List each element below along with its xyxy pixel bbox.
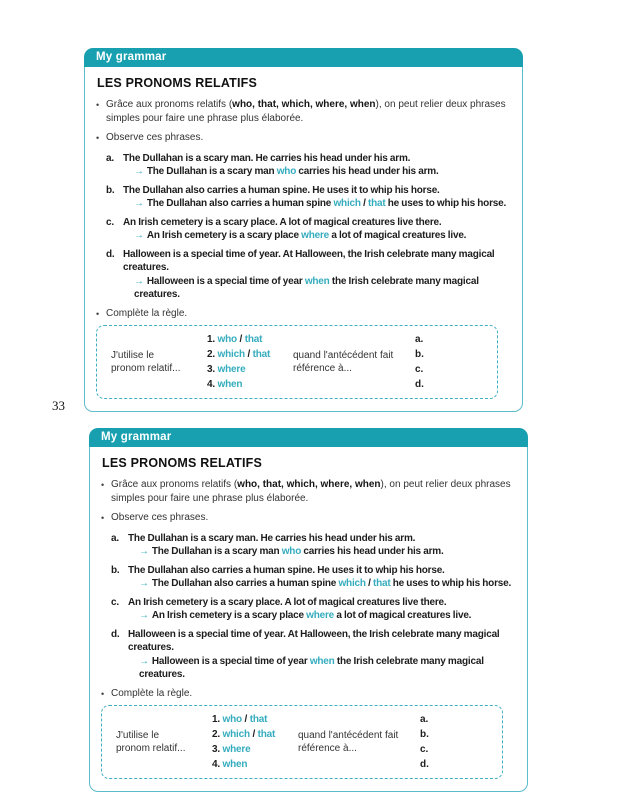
rule-word: who [217, 334, 237, 345]
complete-text: Complète la règle. [106, 307, 188, 319]
result-post: carries his head under his arm. [301, 546, 444, 557]
example-content [128, 564, 519, 591]
example-letter: c. [111, 596, 119, 608]
relative-pronoun: when [304, 275, 330, 287]
intro-pre: Grâce aux pronoms relatifs ( [106, 99, 233, 110]
example-b [106, 184, 514, 211]
example-content [123, 152, 514, 179]
rule-left-line2: pronom relatif... [111, 363, 181, 374]
example-letter: d. [106, 248, 115, 260]
intro-bullet-item [101, 478, 519, 505]
result-post: carries his head under his arm. [296, 166, 439, 177]
relative-pronoun: when [309, 655, 335, 667]
rule-left-line1: J'utilise le [116, 730, 160, 741]
result-pre: Halloween is a special time of year [151, 655, 310, 667]
rule-item-1 [212, 712, 298, 727]
box-body [89, 447, 528, 792]
rule-item-4 [212, 757, 298, 772]
result-pre: An Irish cemetery is a scary place [146, 230, 302, 241]
arrow-icon: → [139, 655, 149, 667]
rule-answer-letters [415, 332, 487, 392]
result-post: the Irish celebrate many magical creatures. [134, 275, 479, 300]
rule-item-number: 2. [207, 349, 215, 360]
example-content [123, 248, 514, 302]
complete-bullet-item [96, 307, 514, 322]
example-content [128, 596, 519, 623]
answer-letter-d: d. [420, 759, 429, 770]
example-letter: a. [106, 152, 114, 164]
result-post: he uses to whip his horse. [390, 578, 512, 589]
intro-text [106, 98, 514, 125]
example-c [111, 596, 519, 623]
arrow-icon: → [134, 275, 144, 287]
source-sentence: The Dullahan also carries a human spine. He uses it to whip his horse. [123, 184, 440, 196]
rule-word: which [217, 349, 245, 360]
rule-item-2 [212, 727, 298, 742]
answer-letter-c: c. [420, 744, 429, 755]
result-pre: The Dullahan is a scary man [146, 166, 277, 177]
rule-word: when [217, 379, 243, 390]
result-sentence [139, 609, 519, 623]
source-sentence: The Dullahan is a scary man. He carries his head under his arm. [128, 532, 416, 544]
rule-item-2 [207, 347, 293, 362]
intro-keywords: who, that, which, where, when [232, 99, 376, 110]
relative-pronoun: which [338, 578, 366, 589]
example-letter: a. [111, 532, 119, 544]
box-body [84, 67, 523, 412]
rule-pronoun-list [212, 712, 298, 772]
rule-box [101, 705, 503, 779]
intro-text [111, 478, 519, 505]
answer-letter-a: a. [415, 334, 424, 345]
box-header: My grammar [89, 428, 528, 447]
example-content [123, 184, 514, 211]
arrow-icon: → [139, 546, 149, 557]
answer-letter-b: b. [420, 729, 429, 740]
example-d [111, 628, 519, 682]
example-a [106, 152, 514, 179]
rule-word-separator: / [249, 729, 258, 740]
relative-pronoun-2: that [367, 198, 386, 209]
example-letter: c. [106, 216, 114, 228]
answer-letter-d: d. [415, 379, 424, 390]
examples-list [111, 532, 519, 682]
rule-item-number: 2. [212, 729, 220, 740]
example-content [128, 532, 519, 559]
rule-item-number: 3. [207, 364, 215, 375]
rule-item-3 [207, 362, 293, 377]
rule-word-separator: / [236, 334, 245, 345]
rule-pronoun-list [207, 332, 293, 392]
rule-word: when [222, 759, 248, 770]
pronoun-separator: / [365, 578, 373, 589]
intro-bullet-item [96, 98, 514, 125]
result-post: a lot of magical creatures live. [334, 610, 472, 621]
relative-pronoun: where [301, 230, 330, 241]
rule-middle-line2: référence à... [298, 743, 357, 754]
result-pre: The Dullahan is a scary man [151, 546, 282, 557]
result-sentence [139, 655, 519, 682]
example-b [111, 564, 519, 591]
rule-word-separator: / [241, 714, 250, 725]
source-sentence: Halloween is a special time of year. At Halloween, the Irish celebrate many magical creatures. [128, 628, 500, 653]
rule-middle-label [298, 729, 420, 755]
answer-letter-b: b. [415, 349, 424, 360]
rule-word: who [222, 714, 242, 725]
result-pre: The Dullahan also carries a human spine [151, 578, 339, 589]
intro-keywords: who, that, which, where, when [237, 479, 381, 490]
arrow-icon: → [134, 166, 144, 177]
intro-post: ), on peut relier deux phrases simples pour faire une phrase plus élaborée. [106, 99, 506, 124]
box-header: My grammar [84, 48, 523, 67]
observe-text: Observe ces phrases. [106, 132, 204, 143]
rule-left-line2: pronom relatif... [116, 743, 186, 754]
arrow-icon: → [134, 198, 144, 209]
rule-left-label [116, 729, 212, 755]
rule-item-1 [207, 332, 293, 347]
bullet-icon: • [101, 480, 105, 490]
rule-answer-letters [420, 712, 492, 772]
rule-middle-line1: quand l'antécédent fait [293, 350, 394, 361]
intro-pre: Grâce aux pronoms relatifs ( [111, 479, 238, 490]
example-c [106, 216, 514, 243]
box-title: LES PRONOMS RELATIFS [97, 76, 258, 90]
rule-middle-line1: quand l'antécédent fait [298, 730, 399, 741]
rule-word-2: that [252, 349, 271, 360]
pronoun-separator: / [360, 198, 368, 209]
example-content [128, 628, 519, 682]
grammar-box-2 [89, 428, 528, 792]
rule-middle-label [293, 349, 415, 375]
rule-word-2: that [257, 729, 276, 740]
complete-bullet-item [101, 687, 519, 702]
rule-item-number: 4. [212, 759, 220, 770]
rule-item-number: 3. [212, 744, 220, 755]
result-sentence [134, 197, 514, 211]
rule-item-number: 4. [207, 379, 215, 390]
example-a [111, 532, 519, 559]
examples-list [106, 152, 514, 302]
source-sentence: The Dullahan is a scary man. He carries his head under his arm. [123, 152, 411, 164]
rule-item-4 [207, 377, 293, 392]
rule-word: where [222, 744, 251, 755]
bullet-icon: • [101, 688, 105, 699]
rule-left-line1: J'utilise le [111, 350, 155, 361]
result-sentence [139, 577, 519, 591]
relative-pronoun: who [281, 546, 302, 557]
source-sentence: An Irish cemetery is a scary place. A lot of magical creatures live there. [128, 596, 447, 608]
rule-item-3 [212, 742, 298, 757]
rule-word-2: that [249, 714, 268, 725]
observe-bullet-item [96, 131, 514, 146]
result-pre: The Dullahan also carries a human spine [146, 198, 334, 209]
bullet-icon: • [96, 100, 100, 110]
relative-pronoun-2: that [372, 578, 391, 589]
source-sentence: Halloween is a special time of year. At Halloween, the Irish celebrate many magical creatures. [123, 248, 495, 273]
complete-text: Complète la règle. [111, 687, 193, 699]
result-sentence [134, 275, 514, 302]
relative-pronoun: where [306, 610, 335, 621]
rule-word-separator: / [244, 349, 253, 360]
result-pre: An Irish cemetery is a scary place [151, 610, 307, 621]
intro-post: ), on peut relier deux phrases simples pour faire une phrase plus élaborée. [111, 479, 511, 504]
arrow-icon: → [139, 610, 149, 621]
rule-word: where [217, 364, 246, 375]
result-sentence [134, 229, 514, 243]
example-letter: b. [106, 184, 115, 196]
result-sentence [134, 165, 514, 179]
rule-item-number: 1. [212, 714, 220, 725]
arrow-icon: → [139, 578, 149, 589]
result-post: he uses to whip his horse. [385, 198, 507, 209]
example-d [106, 248, 514, 302]
result-pre: Halloween is a special time of year [146, 275, 305, 287]
relative-pronoun: which [333, 198, 361, 209]
rule-middle-line2: référence à... [293, 363, 352, 374]
relative-pronoun: who [276, 166, 297, 177]
rule-word-2: that [244, 334, 263, 345]
box-title: LES PRONOMS RELATIFS [102, 456, 263, 470]
result-sentence [139, 545, 519, 559]
rule-item-number: 1. [207, 334, 215, 345]
observe-text: Observe ces phrases. [111, 512, 209, 523]
example-letter: d. [111, 628, 120, 640]
bullet-icon: • [96, 133, 100, 143]
source-sentence: The Dullahan also carries a human spine. He uses it to whip his horse. [128, 564, 445, 576]
answer-letter-c: c. [415, 364, 424, 375]
rule-word: which [222, 729, 250, 740]
arrow-icon: → [134, 230, 144, 241]
result-post: a lot of magical creatures live. [329, 230, 467, 241]
rule-box [96, 325, 498, 399]
result-post: the Irish celebrate many magical creatures. [139, 655, 484, 680]
grammar-box-1 [84, 48, 523, 412]
source-sentence: An Irish cemetery is a scary place. A lot of magical creatures live there. [123, 216, 442, 228]
example-letter: b. [111, 564, 120, 576]
rule-left-label [111, 349, 207, 375]
page-number: 33 [52, 398, 65, 413]
bullet-icon: • [101, 513, 105, 523]
answer-letter-a: a. [420, 714, 429, 725]
observe-bullet-item [101, 511, 519, 526]
bullet-icon: • [96, 308, 100, 319]
example-content [123, 216, 514, 243]
